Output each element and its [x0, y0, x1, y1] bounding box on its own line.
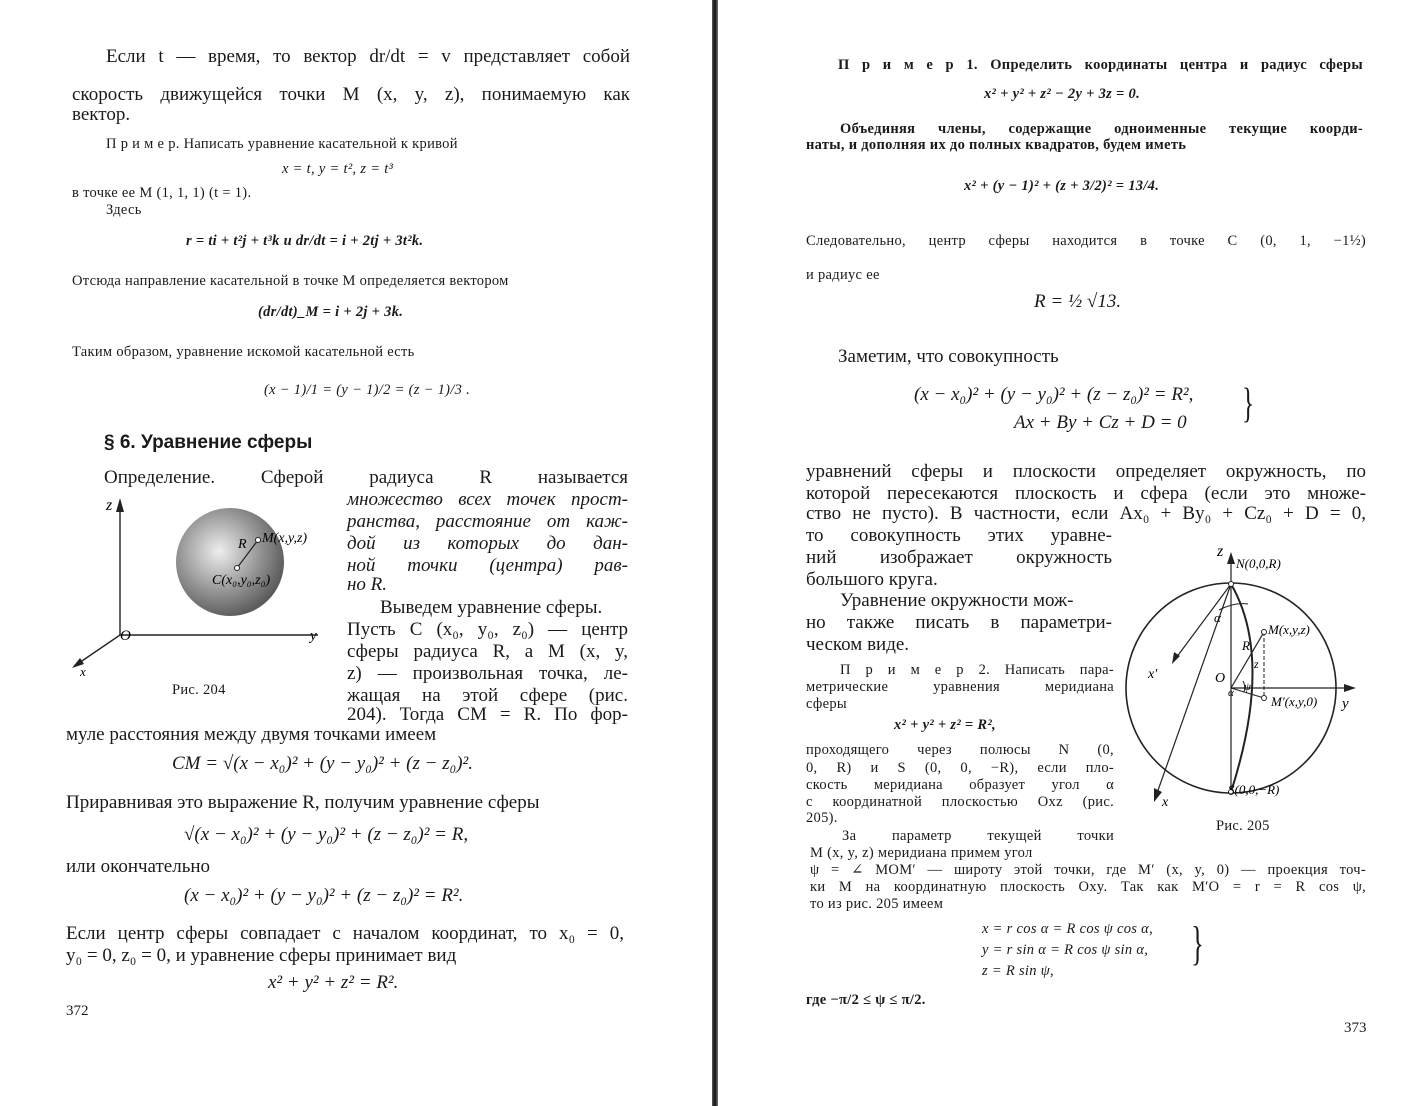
- para1-line3: вектор.: [72, 104, 131, 125]
- fig204-label-z: z: [106, 497, 113, 514]
- example2-line-3: сферы: [806, 696, 847, 712]
- example1-equation: x² + y² + z² − 2y + 3z = 0.: [984, 86, 1141, 102]
- derive-line-4: z) — произвольная точка, ле-: [347, 663, 628, 684]
- section-heading: § 6. Уравнение сферы: [104, 432, 313, 453]
- example2-line-2: метрические уравнения меридиана: [806, 679, 1114, 695]
- param-line-1: Уравнение окружности мож-: [840, 590, 1074, 611]
- combine-line-1: Объединяя члены, содержащие одноименные текущие коорди-: [840, 121, 1363, 137]
- z-arrow-205-icon: [1227, 552, 1235, 564]
- fig205-label-y: y: [1342, 696, 1349, 712]
- param-equation-2: y = r sin α = R cos ψ sin α,: [982, 942, 1149, 958]
- circle-line-3: ство не пусто). В частности, если Ax₀ + By₀ + Cz₀ + D = 0,: [806, 503, 1366, 524]
- fig204-label-r: R: [238, 537, 247, 552]
- origin-line-2: y₀ = 0, z₀ = 0, и уравнение сферы принимает вид: [66, 945, 457, 966]
- definition-line-5: ной точки (центра) рав-: [347, 555, 628, 576]
- fig205-label-alpha-2: α: [1228, 687, 1234, 699]
- fig205-label-z-small: z: [1254, 657, 1259, 671]
- fig204-label-o: O: [120, 628, 131, 644]
- system-equation-2: Ax + By + Cz + D = 0: [1014, 412, 1187, 433]
- param-equation-1: x = r cos α = R cos ψ cos α,: [982, 921, 1153, 937]
- example2-line-1: П р и м е р 2. Написать пара-: [840, 662, 1114, 678]
- sphere-shape: [176, 508, 284, 616]
- pass-line-3: скость меридиана образует угол α: [806, 777, 1114, 793]
- fig205-label-s: S(0,0,−R): [1228, 782, 1280, 797]
- param-choice-4: ки M на координатную плоскость Oxy. Так как M′O = r = R cos ψ,: [810, 879, 1366, 895]
- fig205-label-x-prime: x′: [1148, 667, 1158, 682]
- example1-equation-2: x² + (y − 1)² + (z + 3/2)² = 13/4.: [964, 178, 1160, 194]
- y-arrow-205-icon: [1344, 684, 1356, 692]
- right-page: [718, 0, 1423, 1106]
- figure-204-sphere: [62, 490, 342, 690]
- example-intro: П р и м е р. Написать уравнение касательной к кривой: [106, 136, 458, 152]
- origin-line-1: Если центр сферы совпадает с началом координат, то x₀ = 0,: [66, 923, 624, 944]
- fig205-label-z: z: [1217, 543, 1224, 560]
- x-prime-line: [1176, 584, 1231, 658]
- param-brace: }: [1191, 917, 1204, 970]
- param-choice-5: то из рис. 205 имеем: [810, 896, 944, 912]
- fig205-label-alpha: α: [1214, 610, 1221, 625]
- radius-equation: R = ½ √13.: [1034, 291, 1122, 312]
- param-line-3: ческом виде.: [806, 634, 910, 655]
- circle-line-4: то совокупность этих уравне-: [806, 525, 1112, 546]
- definition-line-6: но R.: [347, 574, 388, 595]
- param-choice-3: ψ = ∠ MOM′ — широту этой точки, где M′ (x, y, 0) — проекция точ-: [810, 862, 1366, 878]
- fig204-label-x: x: [80, 664, 86, 679]
- north-pole: [1229, 582, 1234, 587]
- circle-line-5: ний изображает окружность: [806, 547, 1112, 568]
- derive-line-6: 204). Тогда CM = R. По фор-: [347, 704, 628, 725]
- fig204-label-c: C(x₀,y₀,z₀): [212, 573, 271, 588]
- figure-205-caption: Рис. 205: [1216, 818, 1270, 834]
- pass-line-5: 205).: [806, 810, 838, 826]
- page-number-right: 373: [1344, 1020, 1367, 1036]
- fig205-label-psi: ψ: [1244, 681, 1251, 693]
- center-line: Следовательно, центр сферы находится в точке C (0, 1, −1½): [806, 233, 1366, 249]
- system-equation-1: (x − x₀)² + (y − y₀)² + (z − z₀)² = R²,: [914, 384, 1194, 405]
- x-axis: [76, 635, 120, 665]
- fig205-label-o: O: [1215, 671, 1226, 686]
- example-equation-1: x = t, y = t², z = t³: [282, 161, 394, 177]
- cm-equation: CM = √(x − x₀)² + (y − y₀)² + (z − z₀)².: [172, 753, 473, 774]
- param-line-2: но также писать в параметри-: [806, 612, 1112, 633]
- radius-intro: и радиус ее: [806, 267, 880, 283]
- origin-equation: x² + y² + z² = R².: [268, 972, 399, 993]
- center-point: [235, 566, 240, 571]
- pass-line-4: с координатной плоскостью Oxz (рис.: [806, 794, 1114, 810]
- definition-line-3: ранства, расстояние от каж-: [347, 511, 628, 532]
- formula-intro: муле расстояния между двумя точками имеем: [66, 724, 437, 745]
- para1-line1: Если t — время, то вектор dr/dt = v представляет собой: [106, 46, 630, 67]
- here-label: Здесь: [106, 202, 142, 218]
- pass-line-2: 0, R) и S (0, 0, −R), если пло-: [806, 760, 1114, 776]
- point-m-prime: [1262, 696, 1267, 701]
- example-equation-3: (dr/dt)_M = i + 2j + 3k.: [258, 304, 404, 320]
- note-text: Заметим, что совокупность: [838, 346, 1059, 367]
- pass-line-1: проходящего через полюсы N (0,: [806, 742, 1114, 758]
- fig204-label-m: M(x,y,z): [262, 531, 308, 546]
- param-choice-2: M (x, y, z) меридиана примем угол: [810, 845, 1033, 861]
- thus-text: Таким образом, уравнение искомой касательной есть: [72, 344, 415, 360]
- derive-line-1: Выведем уравнение сферы.: [380, 597, 603, 618]
- sqrt-equation: √(x − x₀)² + (y − y₀)² + (z − z₀)² = R,: [184, 824, 469, 845]
- point-m-205: [1262, 630, 1267, 635]
- example-point: в точке ее M (1, 1, 1) (t = 1).: [72, 185, 252, 201]
- example-equation-4: (x − 1)/1 = (y − 1)/2 = (z − 1)/3 .: [264, 382, 470, 398]
- fig205-label-n: N(0,0,R): [1236, 556, 1281, 571]
- figure-205-meridian: [1116, 538, 1356, 810]
- example2-equation: x² + y² + z² = R²,: [894, 717, 996, 733]
- system-brace: }: [1242, 381, 1255, 427]
- circle-line-2: которой пересекаются плоскость и сфера (если это множе-: [806, 483, 1366, 504]
- fig205-label-x: x: [1162, 795, 1169, 810]
- para1-line2: скорость движущейся точки M (x, y, z), понимаемую как: [72, 84, 630, 105]
- figure-204-caption: Рис. 204: [172, 682, 226, 698]
- equate-text: Приравнивая это выражение R, получим уравнение сферы: [66, 792, 540, 813]
- finally-text: или окончательно: [66, 856, 211, 877]
- definition-line-4: дой из которых до дан-: [347, 533, 628, 554]
- combine-line-2: наты, и дополняя их до полных квадратов, будем иметь: [806, 137, 1187, 153]
- z-arrow-icon: [116, 498, 124, 512]
- definition-line-1: Определение. Сферой радиуса R называется: [104, 467, 628, 488]
- x-arrow-205-icon: [1154, 788, 1162, 802]
- circle-line-1: уравнений сферы и плоскости определяет окружность, по: [806, 461, 1366, 482]
- param-equation-3: z = R sin ψ,: [982, 963, 1054, 979]
- definition-line-2: множество всех точек прост-: [347, 489, 628, 510]
- sphere-equation: (x − x₀)² + (y − y₀)² + (z − z₀)² = R².: [184, 885, 464, 906]
- example1-title: П р и м е р 1. Определить координаты центра и радиус сферы: [838, 57, 1363, 73]
- derive-line-3: сферы радиуса R, а M (x, y,: [347, 641, 628, 662]
- fig205-label-m: M(x,y,z): [1268, 622, 1310, 637]
- psi-range: где −π/2 ≤ ψ ≤ π/2.: [806, 992, 926, 1008]
- fig204-label-y: y: [310, 628, 317, 644]
- circle-line-6: большого круга.: [806, 569, 938, 590]
- page-number-left: 372: [66, 1003, 89, 1019]
- example-equation-2: r = ti + t²j + t³k и dr/dt = i + 2tj + 3t²k.: [186, 233, 424, 249]
- derive-line-2: Пусть C (x₀, y₀, z₀) — центр: [347, 619, 628, 640]
- derive-line-5: жащая на этой сфере (рис.: [347, 685, 628, 706]
- fig205-label-m-prime: M′(x,y,0): [1271, 694, 1318, 709]
- fig205-label-r: R: [1242, 638, 1250, 653]
- tangent-direction-text: Отсюда направление касательной в точке M определяется вектором: [72, 273, 509, 289]
- point-m: [256, 538, 261, 543]
- param-choice-1: За параметр текущей точки: [842, 828, 1114, 844]
